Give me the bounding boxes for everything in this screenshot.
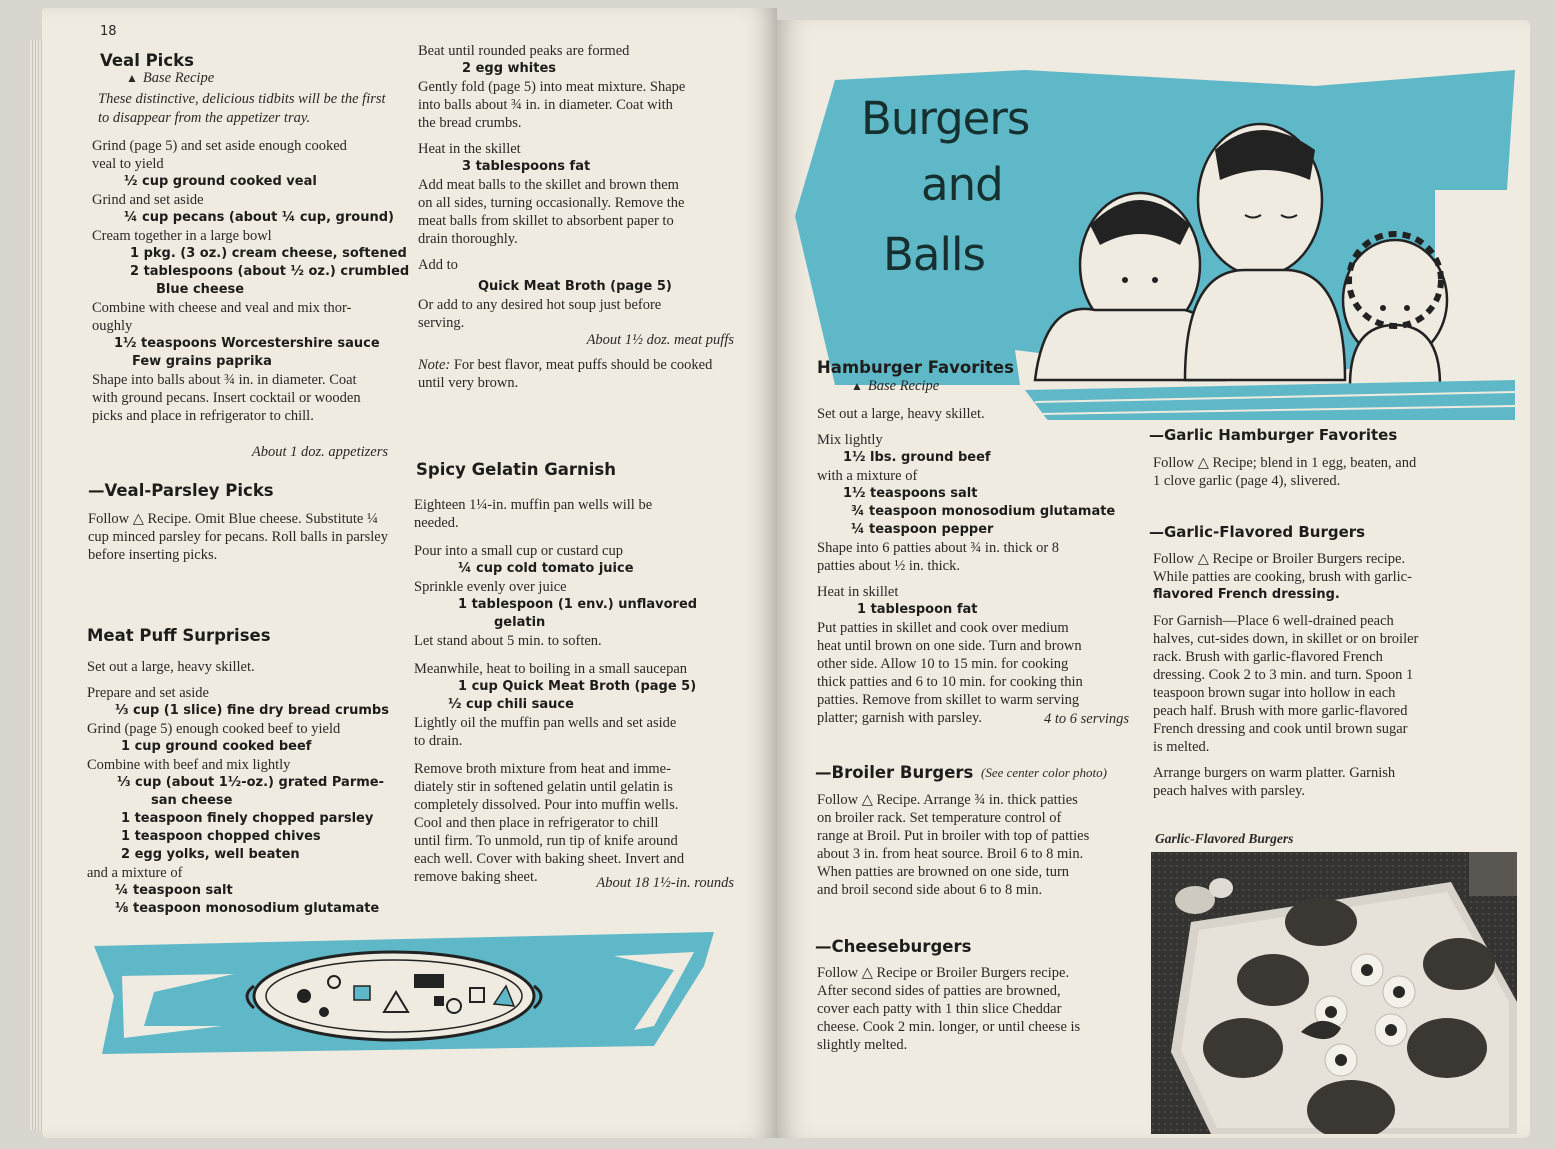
ingredient: ⅛ teaspoon monosodium glutamate bbox=[115, 901, 380, 916]
step: Cool and then place in refrigerator to chill bbox=[414, 815, 659, 831]
step: Prepare and set aside bbox=[87, 685, 209, 701]
spicy-gelatin-title: Spicy Gelatin Garnish bbox=[416, 460, 616, 479]
hamburger-yield: 4 to 6 servings bbox=[1044, 711, 1129, 727]
step: Lightly oil the muffin pan wells and set aside bbox=[414, 715, 677, 731]
step: 1 clove garlic (page 4), slivered. bbox=[1153, 473, 1341, 489]
step: After second sides of patties are browned, bbox=[817, 983, 1061, 999]
step: patties about ½ in. thick. bbox=[817, 558, 960, 574]
step: each well. Cover with baking sheet. Invert and bbox=[414, 851, 685, 867]
left-page bbox=[42, 8, 777, 1138]
spicy-gelatin-body bbox=[414, 496, 697, 886]
ingredient: ½ cup ground cooked veal bbox=[124, 174, 317, 189]
step: with a mixture of bbox=[817, 468, 918, 484]
ingredient: Few grains paprika bbox=[132, 354, 272, 369]
step: Grind (page 5) enough cooked beef to yield bbox=[87, 721, 341, 737]
step: remove baking sheet. bbox=[414, 869, 538, 885]
step: Heat in skillet bbox=[817, 584, 899, 600]
step: Let stand about 5 min. to soften. bbox=[414, 633, 602, 649]
step: While patties are cooking, brush with garlic- bbox=[1153, 569, 1412, 585]
ingredient: 1½ lbs. ground beef bbox=[843, 450, 991, 465]
ingredient: Quick Meat Broth (page 5) bbox=[478, 279, 672, 294]
veal-parsley-title: —Veal-Parsley Picks bbox=[88, 481, 274, 500]
step: Mix lightly bbox=[817, 432, 883, 448]
ingredient: san cheese bbox=[151, 793, 233, 808]
ingredient: 1 cup ground cooked beef bbox=[121, 739, 312, 754]
step: French dressing and cook until brown sugar bbox=[1153, 721, 1408, 737]
ingredient: 2 tablespoons (about ½ oz.) crumbled bbox=[130, 264, 410, 279]
step: Shape into 6 patties about ¾ in. thick or 8 bbox=[817, 540, 1060, 556]
ingredient: 1 teaspoon chopped chives bbox=[121, 829, 321, 844]
step: Add to bbox=[418, 257, 458, 273]
step: and broil second side about 6 to 8 min. bbox=[817, 882, 1043, 898]
broiler-burgers-title: —Broiler Burgers bbox=[815, 763, 974, 782]
step: Follow △ Recipe. Arrange ¾ in. thick patties bbox=[817, 792, 1078, 808]
ingredient: ¼ teaspoon salt bbox=[115, 883, 233, 898]
ingredient: 1 tablespoon fat bbox=[857, 602, 978, 617]
triangle-icon: ▲ bbox=[126, 71, 138, 85]
step: Set out a large, heavy skillet. bbox=[817, 406, 985, 422]
ingredient: ½ cup chili sauce bbox=[448, 697, 574, 712]
step: into balls about ¾ in. in diameter. Coat with bbox=[418, 97, 673, 113]
step: meat balls from skillet to absorbent paper to bbox=[418, 213, 674, 229]
veal-picks-title: Veal Picks bbox=[100, 51, 194, 70]
chapter-title-burgers: Burgers bbox=[861, 92, 1030, 145]
ingredient: ¼ teaspoon pepper bbox=[851, 522, 994, 537]
step: peach half. Brush with more garlic-flavored bbox=[1153, 703, 1408, 719]
ingredient: Blue cheese bbox=[156, 282, 245, 297]
ingredient: ¼ cup cold tomato juice bbox=[458, 561, 634, 576]
step: oughly bbox=[92, 318, 133, 334]
step: rack. Brush with garlic-flavored French bbox=[1153, 649, 1383, 665]
ingredient: 1 cup Quick Meat Broth (page 5) bbox=[458, 679, 697, 694]
base-recipe-label: Base Recipe bbox=[867, 378, 940, 394]
step: completely dissolved. Pour into muffin wells. bbox=[414, 797, 679, 813]
step: patties. Remove from skillet to warm serving bbox=[817, 692, 1080, 708]
hamburger-favorites-title: Hamburger Favorites bbox=[817, 358, 1014, 377]
step: is melted. bbox=[1153, 739, 1210, 755]
ingredient: ⅓ cup (1 slice) fine dry bread crumbs bbox=[115, 703, 389, 718]
ingredient: 3 tablespoons fat bbox=[462, 159, 591, 174]
garlic-hamburger-body bbox=[1153, 454, 1416, 490]
step: Grind and set aside bbox=[92, 192, 204, 208]
ingredient: 1½ teaspoons Worcestershire sauce bbox=[114, 336, 380, 351]
step: Shape into balls about ¾ in. in diameter. Coat bbox=[92, 372, 357, 388]
cheeseburgers-title: —Cheeseburgers bbox=[815, 937, 972, 956]
tray-illustration bbox=[94, 926, 734, 1066]
step: Follow △ Recipe or Broiler Burgers recipe. bbox=[1153, 551, 1406, 567]
step: heat until brown on one side. Turn and brown bbox=[817, 638, 1082, 654]
step: on all sides, turning occasionally. Remove the bbox=[418, 195, 685, 211]
ingredient: 1 tablespoon (1 env.) unflavored bbox=[458, 597, 698, 612]
step: until firm. To unmold, run tip of knife around bbox=[414, 833, 678, 849]
broiler-burgers-note: (See center color photo) bbox=[981, 765, 1107, 780]
step: Put patties in skillet and cook over medium bbox=[817, 620, 1069, 636]
garlic-flavored-body bbox=[1153, 550, 1418, 800]
hamburger-body bbox=[817, 405, 1115, 727]
step: slightly melted. bbox=[817, 1037, 908, 1053]
triangle-icon: ▲ bbox=[851, 379, 863, 393]
step: Gently fold (page 5) into meat mixture. Shape bbox=[418, 79, 686, 95]
step: For Garnish—Place 6 well-drained peach bbox=[1153, 613, 1394, 629]
ingredient: ¾ teaspoon monosodium glutamate bbox=[851, 504, 1116, 519]
ingredient: 2 egg yolks, well beaten bbox=[121, 847, 300, 862]
step: to drain. bbox=[414, 733, 463, 749]
garlic-hamburger-title: —Garlic Hamburger Favorites bbox=[1149, 426, 1398, 444]
step: Sprinkle evenly over juice bbox=[414, 579, 567, 595]
step: Follow △ Recipe or Broiler Burgers recipe. bbox=[817, 965, 1070, 981]
veal-parsley-text: Follow △ Recipe. Omit Blue cheese. Substitute ¼ cup minced parsley for pecans. Roll balls in parsley before inserting picks. bbox=[88, 511, 388, 563]
meat-puff-title: Meat Puff Surprises bbox=[87, 626, 271, 645]
garlic-flavored-title: —Garlic-Flavored Burgers bbox=[1149, 523, 1366, 541]
ingredient: ⅓ cup (about 1½-oz.) grated Parme- bbox=[117, 775, 384, 790]
note-label: Note: bbox=[418, 357, 451, 373]
step: peach halves with parsley. bbox=[1153, 783, 1306, 799]
step: picks and place in refrigerator to chill. bbox=[92, 408, 314, 424]
step: veal to yield bbox=[92, 156, 164, 172]
step: and a mixture of bbox=[87, 865, 183, 881]
veal-picks-yield: About 1 doz. appetizers bbox=[251, 444, 388, 460]
step: diately stir in softened gelatin until gelatin is bbox=[414, 779, 673, 795]
step: Combine with cheese and veal and mix thor- bbox=[92, 300, 352, 316]
broiler-burgers-body bbox=[817, 791, 1089, 899]
right-page bbox=[777, 20, 1530, 1138]
meat-puff-note bbox=[418, 356, 736, 392]
note-text: For best flavor, meat puffs should be cooked until very brown. bbox=[418, 357, 713, 391]
step: When patties are browned on one side, turn bbox=[817, 864, 1070, 880]
step: needed. bbox=[414, 515, 459, 531]
step: the bread crumbs. bbox=[418, 115, 522, 131]
step: thick patties and 6 to 10 min. for cooking thin bbox=[817, 674, 1083, 690]
ingredient: ¼ cup pecans (about ¼ cup, ground) bbox=[124, 210, 394, 225]
meat-puff-continued bbox=[418, 42, 685, 332]
cheeseburgers-body bbox=[817, 964, 1080, 1054]
step: platter; garnish with parsley. bbox=[817, 710, 982, 726]
step: cheese. Cook 2 min. longer, or until cheese is bbox=[817, 1019, 1081, 1035]
step: Combine with beef and mix lightly bbox=[87, 757, 291, 773]
step: Cream together in a large bowl bbox=[92, 228, 272, 244]
step: about 3 in. from heat source. Broil 6 to 8 min. bbox=[817, 846, 1084, 862]
step: cover each patty with 1 thin slice Cheddar bbox=[817, 1001, 1062, 1017]
step: halves, cut-sides down, in skillet or on broiler bbox=[1153, 631, 1419, 647]
step: with ground pecans. Insert cocktail or wooden bbox=[92, 390, 361, 406]
base-recipe-label: Base Recipe bbox=[142, 70, 215, 86]
chapter-title-balls: Balls bbox=[883, 228, 985, 281]
step: Heat in the skillet bbox=[418, 141, 521, 157]
step: teaspoon brown sugar into hollow in each bbox=[1153, 685, 1396, 701]
step: range at Broil. Put in broiler with top of patties bbox=[817, 828, 1090, 844]
ingredient: 1½ teaspoons salt bbox=[843, 486, 978, 501]
step: Add meat balls to the skillet and brown them bbox=[418, 177, 679, 193]
step: Meanwhile, heat to boiling in a small saucepan bbox=[414, 661, 688, 677]
veal-picks-body bbox=[92, 137, 409, 425]
ingredient: 2 egg whites bbox=[462, 61, 557, 76]
step: dressing. Cook 2 to 3 min. and turn. Spoon 1 bbox=[1153, 667, 1414, 683]
ingredient: 1 teaspoon finely chopped parsley bbox=[121, 811, 374, 826]
photo-caption: Garlic-Flavored Burgers bbox=[1155, 831, 1294, 846]
page-number: 18 bbox=[100, 24, 117, 39]
ingredient: gelatin bbox=[494, 615, 546, 630]
step: Follow △ Recipe; blend in 1 egg, beaten, and bbox=[1153, 455, 1417, 471]
ingredient: flavored French dressing. bbox=[1153, 587, 1340, 602]
step: Or add to any desired hot soup just before bbox=[418, 297, 662, 313]
veal-picks-base bbox=[126, 70, 214, 87]
ingredient: 1 pkg. (3 oz.) cream cheese, softened bbox=[130, 246, 407, 261]
step: drain thoroughly. bbox=[418, 231, 518, 247]
burgers-photo bbox=[1151, 852, 1517, 1134]
step: other side. Allow 10 to 15 min. for cooking bbox=[817, 656, 1069, 672]
step: on broiler rack. Set temperature control of bbox=[817, 810, 1062, 826]
step: Pour into a small cup or custard cup bbox=[414, 543, 623, 559]
meat-puff-body bbox=[87, 658, 389, 918]
veal-picks-intro: These distinctive, delicious tidbits will be the first to disappear from the appetizer tray. bbox=[98, 91, 386, 126]
step: Beat until rounded peaks are formed bbox=[418, 43, 630, 59]
step: Arrange burgers on warm platter. Garnish bbox=[1153, 765, 1396, 781]
spicy-gelatin-yield: About 18 1½-in. rounds bbox=[596, 875, 734, 891]
step: Set out a large, heavy skillet. bbox=[87, 659, 255, 675]
step: Remove broth mixture from heat and imme- bbox=[414, 761, 671, 777]
step: serving. bbox=[418, 315, 465, 331]
step: Eighteen 1¼-in. muffin pan wells will be bbox=[414, 497, 653, 513]
chapter-title-and: and bbox=[921, 158, 1003, 211]
step: Grind (page 5) and set aside enough cooked bbox=[92, 138, 347, 154]
hamburger-base bbox=[851, 378, 939, 395]
meat-puff-yield: About 1½ doz. meat puffs bbox=[586, 332, 734, 348]
